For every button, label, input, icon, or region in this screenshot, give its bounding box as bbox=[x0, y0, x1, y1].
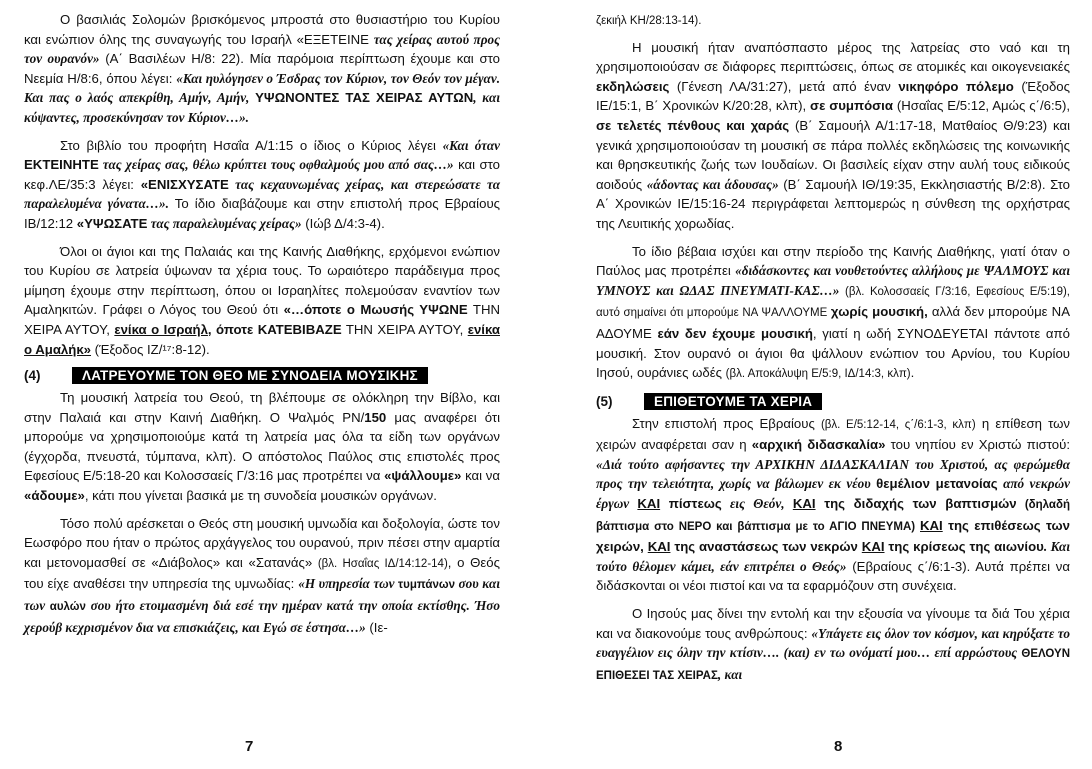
quote-run: τας χείρας αυτού προς τον ουρανόν» bbox=[24, 31, 500, 67]
paragraph-moses bbox=[24, 242, 500, 360]
text-run: η επίθεση των χειρών αναφέρεται σαν η bbox=[596, 415, 1070, 453]
paragraph-music-worship bbox=[24, 388, 500, 506]
paragraph-solomon bbox=[24, 10, 500, 128]
text-run: Ο βασιλιάς Σολομών βρισκόμενος μπροστά στο θυσιαστήριο του Κυρίου και ενώπιον όλης της συναγωγής του Ισραήλ «ΕΞΕΤΕΙΝΕ bbox=[24, 12, 500, 47]
emphasis-run: σε συμπόσια bbox=[810, 98, 893, 114]
emphasis-run: «άδουμε» bbox=[24, 488, 85, 504]
underlined-run: ΚΑΙ bbox=[920, 517, 943, 533]
section-title: ΛΑΤΡΕΥΟΥΜΕ ΤΟΝ ΘΕΟ ΜΕ ΣΥΝΟΔΕΙΑ ΜΟΥΣΙΚΗΣ bbox=[72, 367, 428, 384]
quote-run: «Η υπηρεσία των bbox=[298, 576, 399, 592]
paragraph-lucifer bbox=[24, 514, 500, 638]
emphasis-run: σε τελετές πένθους και χαράς bbox=[596, 117, 790, 133]
text-run: , γιατί η ωδή ΣΥΝΟΔΕΥΕΤΑΙ πάντοτε από μουσική. Στον ουρανό οι άγιοι θα ψάλλουν ενώπιον του Αρνίου, του Κυρίου Ιησού, ουράνιες ωδές bbox=[596, 325, 1070, 381]
text-run: Στο βιβλίο του προφήτη Ησαΐα Α/1:15 ο ίδιος ο Κύριος λέγει bbox=[60, 137, 443, 153]
text-run: ΤΗΝ ΧΕΙΡΑ ΑΥΤΟΥ, bbox=[24, 302, 500, 337]
text-run: Η μουσική ήταν αναπόσπαστο μέρος της λατρείας στο ναό και τη χρησιμοποιούσαν σε διάφορες περιπτώσεις, όπως σε ατομικές και οικογενειακές bbox=[596, 39, 1070, 75]
quote-run: τας παραλελυμένας χείρας» bbox=[147, 215, 302, 231]
text-run: και στο κεφ.ΛΕ/35:3 λέγει: bbox=[24, 157, 500, 192]
quote-run: «άδοντας και άδουσας» bbox=[646, 176, 779, 192]
text-run: (Έξοδος ΙΕ/15:1, Β΄ Χρονικών Κ/20:28, κλπ), bbox=[596, 78, 1070, 114]
text-run: , bbox=[640, 539, 648, 555]
emphasis-run: 150 bbox=[364, 409, 387, 425]
quote-run: «Υπάγετε bbox=[811, 625, 863, 641]
quote-run: σου ήτο ετοιμασμένη διά εσέ την ημέραν κατά την οποία εκτίσθης. Ήσο χερούβ κεχρισμένον δια να επισκιάζεις, και Εγώ σε έστησα…» bbox=[24, 598, 500, 635]
quote-run: . Και τούτο θέλομεν κάμει, εάν επιτρέπει ο Θεός» bbox=[596, 539, 1070, 574]
text-run: (Β΄ Σαμουήλ Α/1:17-18, Ματθαίος Θ/9:23) και γενικά χρησιμοποιούσαν τη μουσική σε πάρα πολλές εκδηλώσεις της κοινωνικής και θρησκευτικής ζωής των Ιουδαίων. Οι βασιλείς είχαν στην αυλή τους ειδικούς αοιδούς bbox=[596, 117, 1070, 192]
text-run: (βλ. Κολοσσαείς Γ/3:16, Εφεσίους Ε/5:19), αυτό σημαίνει ότι μπορούμε ΝΑ ΨΑΛΛΟΥΜΕ bbox=[596, 285, 1070, 320]
emphasis-run: της διδαχής των βαπτισμών bbox=[815, 496, 1017, 512]
section-title: ΕΠΙΘΕΤΟΥΜΕ ΤΑ ΧΕΡΙΑ bbox=[644, 393, 822, 410]
emphasis-run: αυλών bbox=[49, 601, 86, 614]
emphasis-run: πίστεως bbox=[660, 496, 722, 512]
reference-run: ζεκιήλ ΚΗ/28:13-14). bbox=[596, 15, 702, 27]
emphasis-run: νικηφόρο πόλεμο bbox=[898, 78, 1014, 94]
emphasis-run: «…όποτε ο Μωυσής ΥΨΩΝΕ bbox=[283, 302, 468, 318]
text-run: , κάτι που γίνεται βασικά με τη συνοδεία μουσικών οργάνων. bbox=[84, 488, 437, 504]
text-run: Το ίδιο διαβάζουμε και στην επιστολή προς Εβραίους ΙΒ/12:12 bbox=[24, 196, 501, 231]
text-run: (Ιώβ Δ/4:3-4). bbox=[301, 215, 385, 231]
emphasis-run: «ψάλλουμε» bbox=[384, 468, 462, 484]
paragraph-continuation bbox=[596, 10, 1070, 32]
quote-run: τας χείρας σας, θέλω κρύπτει τους οφθαλμούς μου από σας…» bbox=[98, 157, 454, 173]
text-run: (Ιε- bbox=[365, 619, 388, 635]
text-run: (Έξοδος ΙΖ/¹⁷:8-12). bbox=[91, 341, 210, 357]
section-number: (4) bbox=[24, 368, 41, 384]
paragraph-laying-hands bbox=[596, 414, 1070, 596]
text-run: (Α΄ Βασιλέων Η/8: 22). Μία παρόμοια περίπτωση έχουμε και στο Νεεμία Η/8:6, όπου λέγει: bbox=[24, 51, 500, 86]
text-run: Ο Ιησούς μας δίνει την εντολή και την εξουσία να γίνουμε τα διά Του χέρια και να διακονούμε τους ανθρώπους: bbox=[596, 606, 1070, 641]
text-run: του νηπίου εν Χριστώ πιστού: bbox=[885, 437, 1070, 453]
paragraph-new-testament bbox=[596, 242, 1070, 385]
text-run: Τόσο πολύ αρέσκεται ο Θεός στη μουσική υμνωδία και δοξολογία, ώστε τον Εωσφόρο που ήταν ο πρώτος αρχάγγελος του ουρανού, πριν πέσει στην αμαρτία και μετονομασθεί σε «Διάβολος» και «Σατανάς» bbox=[24, 515, 500, 570]
underlined-run: ενίκα ο Αμαλήκ» bbox=[24, 321, 500, 357]
page-8 bbox=[546, 0, 1092, 769]
reference-run: (δηλαδή βάπτισμα στο ΝΕΡΟ και βάπτισμα με το ΑΓΙΟ ΠΝΕΥΜΑ) bbox=[596, 499, 1070, 533]
emphasis-run: «αρχική διδασκαλία» bbox=[751, 437, 886, 453]
section-heading-5 bbox=[596, 393, 1070, 410]
emphasis-run: εάν δεν έχουμε μουσική bbox=[657, 325, 813, 341]
emphasis-run: της επιθέσεως των χειρών bbox=[596, 517, 1070, 555]
emphasis-run: της αναστάσεως των νεκρών bbox=[670, 539, 862, 555]
text-run: (Ησαΐας Ε/5:12, Αμώς ς΄/6:5), bbox=[892, 98, 1071, 114]
quote-run: , και κύψαντες, προσεκύνησαν τον Κύριον…». bbox=[24, 90, 500, 125]
emphasis-run: «ΥΨΩΣΑΤΕ bbox=[76, 215, 148, 231]
text-run: . bbox=[910, 365, 915, 381]
quote-run: σου και των bbox=[24, 576, 500, 614]
emphasis-run: , όποτε ΚΑΤΕΒΙΒΑΖΕ bbox=[207, 321, 342, 337]
quote-run: εις Θεόν, bbox=[721, 496, 793, 512]
text-run: Τη μουσική λατρεία του Θεού, τη βλέπουμε σε ολόκληρη την Βίβλο, και στην Παλαιά και στην Καινή Διαθήκη. Ο Ψαλμός ΡΝ/ bbox=[24, 390, 500, 425]
emphasis-run: εκδηλώσεις bbox=[596, 78, 670, 94]
quote-run: , και bbox=[717, 666, 743, 682]
emphasis-run: ΥΨΩΝΟΝΤΕΣ ΤΑΣ ΧΕΙΡΑΣ ΑΥΤΩΝ bbox=[255, 90, 474, 106]
text-run: ΤΗΝ ΧΕΙΡΑ ΑΥΤΟΥ, bbox=[341, 321, 468, 337]
quote-run: «Διά τούτο αφήσαντες την ΑΡΧΙΚΗΝ ΔΙΔΑΣΚΑΛΙΑΝ του Χριστού, ας φερώμεθα προς την τελειότητα, χωρίς να βάλωμεν εκ νέου bbox=[596, 456, 1070, 492]
emphasis-run: ΕΚΤΕΙΝΗΤΕ bbox=[24, 157, 99, 173]
emphasis-run: θεμέλιον μετανοίας bbox=[876, 476, 998, 492]
text-run: (Γένεση ΛΑ/31:27), μετά από έναν bbox=[669, 78, 899, 94]
text-run: αλλά δεν μπορούμε ΝΑ ΑΔΟΥΜΕ bbox=[596, 304, 1070, 341]
emphasis-run: ΘΕΛΟΥΝ ΕΠΙΘΕΣΕΙ ΤΑΣ ΧΕΙΡΑΣ bbox=[596, 648, 1070, 682]
underlined-run: ενίκα ο Ισραήλ bbox=[114, 321, 208, 337]
reference-run: (βλ. Ε/5:12-14, ς΄/6:1-3, κλπ) bbox=[820, 418, 976, 431]
quote-run: «διδάσκοντες και νουθετούντες αλλήλους με ΨΑΛΜΟΥΣ και ΥΜΝΟΥΣ και ΩΔΑΣ ΠΝΕΥΜΑΤΙ-ΚΑΣ…» bbox=[596, 263, 1070, 298]
quote-run: από νεκρών έργων bbox=[596, 476, 1070, 512]
text-run: Όλοι οι άγιοι και της Παλαιάς και της Καινής Διαθήκης, ερχόμενοι ενώπιον του Κυρίου σε λατρεία ύψωναν τα χέρια τους. Το ωραιότερο παράδειγμα προς μίμηση έχουμε στην περίπτωση, όπου οι Ισραηλίτες πολεμούσαν εναντίον των Αμαληκιτών. Γράφει ο Λόγος του Θεού ότι bbox=[24, 243, 500, 318]
emphasis-run: της κρίσεως της αιωνίου bbox=[884, 539, 1044, 555]
emphasis-run: τυμπάνων bbox=[398, 579, 455, 592]
section-number: (5) bbox=[596, 393, 613, 409]
page-number: 7 bbox=[245, 738, 254, 755]
quote-run: «Και ηυλόγησεν ο Έσδρας τον Κύριον, τον Θεόν τον μέγαν. Και πας ο λαός απεκρίθη, Αμήν, Αμήν, bbox=[24, 70, 501, 106]
text-run: Το ίδιο βέβαια ισχύει και στην περίοδο της Καινής Διαθήκης, γιατί όταν ο Παύλος μας προτρέπει bbox=[596, 243, 1070, 279]
text-run: (Β΄ Σαμουήλ ΙΘ/19:35, Εκκλησιαστής Β/2:8). Στο Α΄ Χρονικών ΙΕ/15:16-24 περιγράφεται λεπτομερώς η σύνθεση της ορχήστρας της Λευιτικής χορωδίας. bbox=[596, 176, 1071, 231]
paragraph-music-occasions bbox=[596, 38, 1070, 234]
section-heading-4 bbox=[24, 367, 500, 384]
text-run: μας αναφέρει ότι μπορούμε να χρησιμοποιούμε κατά τη λατρεία μας όλα τα είδη των οργάνων (έγχορδα, πνευστά, τύμπανα, κλπ). Ο απόστολος Παύλος στις επιστολές προς Εφεσίους Ε/5:18-20 και Κολοσσαείς Γ/3:16 μας προτρέπει να bbox=[24, 409, 500, 484]
quote-run: «Και όταν bbox=[442, 137, 500, 153]
emphasis-run: «ΕΝΙΣΧΥΣΑΤΕ bbox=[140, 176, 229, 192]
text-run: και να bbox=[461, 468, 500, 484]
underlined-run: ΚΑΙ bbox=[792, 496, 816, 512]
reference-run: (βλ. Ησαΐας ΙΔ/14:12-14) bbox=[317, 557, 448, 570]
text-run: Στην επιστολή προς Εβραίους bbox=[632, 415, 821, 431]
page-number: 8 bbox=[834, 738, 843, 755]
quote-run: εις όλον τον κόσμον, και κηρύξατε το ευαγγέλιον εις όλην την κτίσιν…. (και) εν τω ονόματί μου… επί αρρώστους bbox=[596, 625, 1070, 661]
underlined-run: ΚΑΙ bbox=[861, 539, 885, 555]
paragraph-great-commission bbox=[596, 604, 1070, 686]
text-run: , ο Θεός του είχε αναθέσει την υπηρεσία της υμνωδίας: bbox=[24, 554, 500, 592]
quote-run: τας κεχαυνωμένας χείρας, και στερεώσατε τα παραλελυμένα γόνατα…». bbox=[24, 176, 500, 212]
text-run: (Εβραίους ς΄/6:1-3). Αυτά πρέπει να διδάσκονται οι νέοι πιστοί και να τα εφαρμόζουν στη συνέχεια. bbox=[596, 558, 1070, 594]
underlined-run: ΚΑΙ bbox=[647, 539, 671, 555]
paragraph-isaiah bbox=[24, 136, 500, 234]
emphasis-run: χωρίς μουσική, bbox=[830, 304, 928, 320]
reference-run: (βλ. Αποκάλυψη Ε/5:9, ΙΔ/14:3, κλπ) bbox=[725, 368, 911, 381]
underlined-run: ΚΑΙ bbox=[637, 496, 661, 512]
